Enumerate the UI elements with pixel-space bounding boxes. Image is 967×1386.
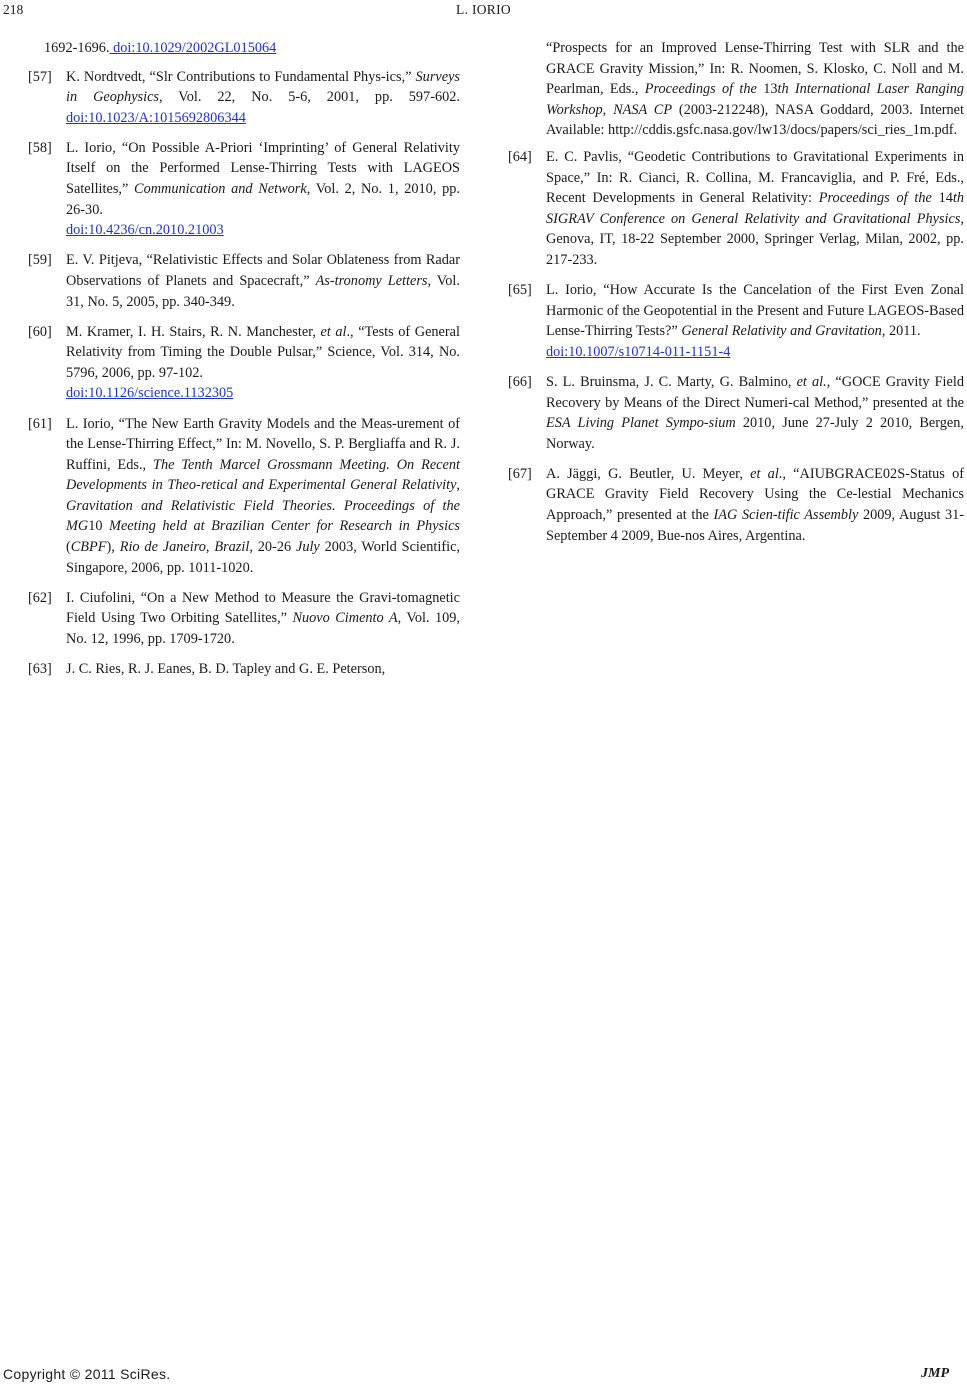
- reference-number: [64]: [508, 148, 532, 165]
- journal-abbreviation: JMP: [921, 1366, 949, 1381]
- running-title: L. IORIO: [456, 2, 511, 17]
- reference-number: [63]: [28, 661, 52, 678]
- reference-number: [61]: [28, 415, 52, 432]
- reference-text: M. Kramer, I. H. Stairs, R. N. Manchester, et al., “Tests of General Relativity from Timing the Double Pulsar,” Science, Vol. 314, No. 5796, 2006, pp. 97-102. doi:10.1126/science.1132305: [66, 323, 460, 402]
- reference-number: [66]: [508, 373, 532, 390]
- doi-link[interactable]: doi:10.1023/A:1015692806344: [66, 109, 246, 126]
- reference-number: [59]: [28, 252, 52, 269]
- reference-number: [58]: [28, 139, 52, 156]
- reference-67: [508, 464, 964, 546]
- reference-65: [508, 280, 964, 362]
- reference-number: [62]: [28, 589, 52, 606]
- doi-link[interactable]: doi:10.1126/science.1132305: [66, 385, 234, 402]
- reference-63-continuation: “Prospects for an Improved Lense-Thirring Test with SLR and the GRACE Gravity Mission,” In: R. Noomen, S. Klosko, C. Noll and M. Pearlman, Eds., Proceedings of the 13th International Laser Ranging Workshop, NASA CP (2003-212248), NASA Goddard, 2003. Internet Available: http://cddis.gsfc.nasa.gov/lw13/docs/papers/sci_ries_1m.pdf.: [546, 40, 964, 139]
- reference-number: [65]: [508, 282, 532, 299]
- reference-58: [28, 138, 460, 241]
- reference-59: [28, 250, 460, 312]
- references-right-column: [508, 38, 964, 556]
- copyright-notice: Copyright © 2011 SciRes.: [3, 1366, 171, 1382]
- doi-link[interactable]: doi:10.1029/2002GL015064: [109, 40, 277, 56]
- reference-text: L. Iorio, “How Accurate Is the Cancelation of the First Even Zonal Harmonic of the Geopotential in the Present and Future LAGEOS-Based Lense-Thirring Tests?” General Relativity and Gravitation, 2011. doi:10.1007/s10714-011-1151-4: [546, 282, 964, 360]
- reference-text: E. C. Pavlis, “Geodetic Contributions to Gravitational Experiments in Space,” In: R. Cianci, R. Collina, M. Francaviglia, and P. Fré, Eds., Recent Developments in General Relativity: Proceedings of the 14th SIGRAV Conference on General Relativity and Gravitational Physics, Genova, IT, 18-22 September 2000, Springer Verlag, Milan, 2002, pp. 217-233.: [546, 148, 964, 268]
- reference-62: [28, 588, 460, 650]
- doi-link[interactable]: doi:10.4236/cn.2010.21003: [66, 222, 224, 239]
- reference-number: [67]: [508, 465, 532, 482]
- doi-link[interactable]: doi:10.1007/s10714-011-1151-4: [546, 343, 731, 360]
- reference-63: [28, 659, 460, 680]
- references-left-column: [28, 38, 460, 689]
- reference-text: K. Nordtvedt, “Slr Contributions to Fundamental Phys-ics,” Surveys in Geophysics, Vol. 22, No. 5-6, 2001, pp. 597-602. doi:10.1023/A:1015692806344: [66, 68, 460, 126]
- reference-64: [508, 147, 964, 271]
- reference-60: [28, 322, 460, 404]
- reference-56-continuation: 1692-1696. doi:10.1029/2002GL015064: [44, 40, 277, 56]
- reference-text: L. Iorio, “On Possible A-Priori ‘Imprinting’ of General Relativity Itself on the Performed Lense-Thirring Tests with LAGEOS Satellites,” Communication and Network, Vol. 2, No. 1, 2010, pp. 26-30. doi:10.4236/cn.2010.21003: [66, 139, 460, 239]
- page-number: 218: [3, 2, 24, 17]
- reference-number: [60]: [28, 323, 52, 340]
- reference-61: [28, 414, 460, 579]
- reference-text: A. Jäggi, G. Beutler, U. Meyer, et al., “AIUBGRACE02S-Status of GRACE Gravity Field Recovery Using the Ce-lestial Mechanics Approach,” presented at the IAG Scien-tific Assembly 2009, August 31-September 4 2009, Bue-nos Aires, Argentina.: [546, 465, 964, 544]
- reference-text: L. Iorio, “The New Earth Gravity Models and the Meas-urement of the Lense-Thirring Effect,” In: M. Novello, S. P. Bergliaffa and R. J. Ruffini, Eds., The Tenth Marcel Grossmann Meeting. On Recent Developments in Theo-retical and Experimental General Relativity, Gravitation and Relativistic Field Theories. Proceedings of the MG10 Meeting held at Brazilian Center for Research in Physics (CBPF), Rio de Janeiro, Brazil, 20-26 July 2003, World Scientific, Singapore, 2006, pp. 1011-1020.: [66, 415, 460, 576]
- reference-57: [28, 67, 460, 129]
- reference-text: I. Ciufolini, “On a New Method to Measure the Gravi-tomagnetic Field Using Two Orbiting Satellites,” Nuovo Cimento A, Vol. 109, No. 12, 1996, pp. 1709-1720.: [66, 589, 460, 647]
- reference-66: [508, 372, 964, 454]
- reference-text: E. V. Pitjeva, “Relativistic Effects and Solar Oblateness from Radar Observations of Planets and Spacecraft,” As-tronomy Letters, Vol. 31, No. 5, 2005, pp. 340-349.: [66, 252, 460, 310]
- reference-number: [57]: [28, 68, 52, 85]
- reference-text: S. L. Bruinsma, J. C. Marty, G. Balmino, et al., “GOCE Gravity Field Recovery by Means of the Direct Numeri-cal Method,” presented at the ESA Living Planet Sympo-sium 2010, June 27-July 2 2010, Bergen, Norway.: [546, 373, 964, 452]
- reference-text: J. C. Ries, R. J. Eanes, B. D. Tapley and G. E. Peterson,: [66, 661, 386, 678]
